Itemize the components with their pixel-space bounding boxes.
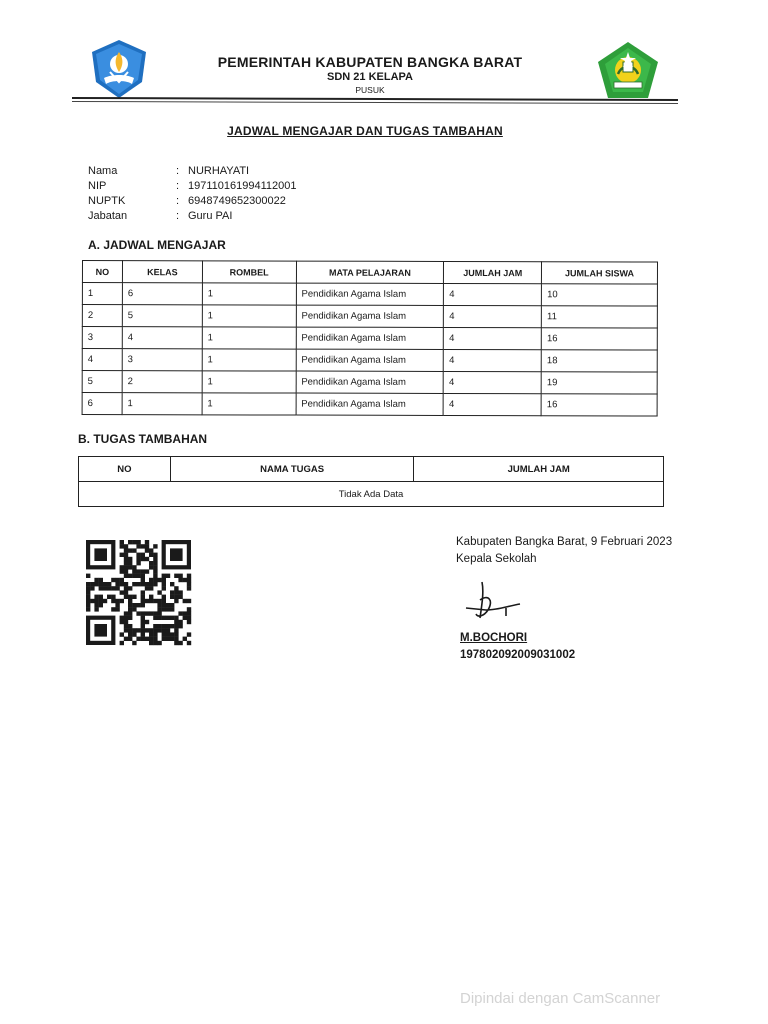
section-b-title: B. TUGAS TAMBAHAN xyxy=(78,432,208,446)
header-nama-tugas: NAMA TUGAS xyxy=(170,457,414,482)
identity-row-nama xyxy=(88,164,297,179)
cell-siswa: 16 xyxy=(541,394,657,416)
cell-no: 2 xyxy=(82,305,122,327)
header-mata-pelajaran: MATA PELAJARAN xyxy=(296,261,444,283)
identity-colon: : xyxy=(176,210,180,222)
identity-label: Jabatan xyxy=(88,210,128,222)
table-row xyxy=(79,482,664,507)
handwritten-signature-icon xyxy=(458,580,528,630)
table-row xyxy=(82,327,657,351)
cell-mapel: Pendidikan Agama Islam xyxy=(296,305,444,327)
letterhead-rule-thin xyxy=(72,101,678,104)
identity-colon: : xyxy=(176,195,180,207)
cell-kelas: 1 xyxy=(122,393,202,415)
signature-role: Kepala Sekolah xyxy=(456,553,537,565)
cell-siswa: 18 xyxy=(541,350,657,372)
cell-kelas: 3 xyxy=(122,349,202,371)
extra-duty-table xyxy=(78,456,664,507)
cell-no: 6 xyxy=(82,393,122,415)
header-jumlah-jam: JUMLAH JAM xyxy=(414,457,664,482)
cell-no: 4 xyxy=(82,349,122,371)
tut-wuri-handayani-logo-icon xyxy=(86,38,152,100)
table-header-row xyxy=(82,261,657,285)
table-header-row xyxy=(79,457,664,482)
identity-row-nuptk xyxy=(88,194,297,209)
table-row xyxy=(82,283,657,307)
cell-jam: 4 xyxy=(443,393,541,415)
header-jumlah-jam: JUMLAH JAM xyxy=(444,261,542,283)
identity-value: 197110161994112001 xyxy=(188,180,297,192)
scanner-watermark: Dipindai dengan CamScanner xyxy=(460,990,661,1007)
cell-siswa: 19 xyxy=(541,372,657,394)
identity-row-jabatan xyxy=(88,209,297,224)
cell-rombel: 1 xyxy=(202,349,296,371)
identity-colon: : xyxy=(176,165,180,177)
cell-no: 1 xyxy=(82,283,122,305)
cell-jam: 4 xyxy=(444,371,542,393)
header-jumlah-siswa: JUMLAH SISWA xyxy=(542,262,658,284)
schedule-table xyxy=(82,260,658,417)
letterhead-line2: SDN 21 KELAPA xyxy=(327,71,413,83)
cell-kelas: 2 xyxy=(122,371,202,393)
letterhead-line1: PEMERINTAH KABUPATEN BANGKA BARAT xyxy=(217,54,523,70)
cell-mapel: Pendidikan Agama Islam xyxy=(296,371,444,393)
cell-rombel: 1 xyxy=(202,393,296,415)
cell-rombel: 1 xyxy=(202,327,296,349)
header-no: NO xyxy=(82,261,122,283)
cell-rombel: 1 xyxy=(202,305,296,327)
cell-siswa: 10 xyxy=(542,284,658,306)
empty-data-cell: Tidak Ada Data xyxy=(79,482,664,507)
cell-kelas: 4 xyxy=(122,327,202,349)
cell-jam: 4 xyxy=(444,349,542,371)
cell-jam: 4 xyxy=(444,327,542,349)
signatory-name: M.BOCHORI xyxy=(460,632,528,644)
table-row xyxy=(82,349,657,373)
header-kelas: KELAS xyxy=(122,261,202,283)
cell-mapel: Pendidikan Agama Islam xyxy=(296,283,444,305)
cell-siswa: 16 xyxy=(541,328,657,350)
section-a-title: A. JADWAL MENGAJAR xyxy=(88,238,226,252)
cell-kelas: 6 xyxy=(122,283,202,305)
identity-label: NUPTK xyxy=(88,195,126,207)
signature-block xyxy=(456,534,686,661)
cell-rombel: 1 xyxy=(202,283,296,305)
identity-colon: : xyxy=(176,180,180,192)
identity-label: Nama xyxy=(88,165,118,177)
letterhead-line3: PUSUK xyxy=(355,85,385,95)
signatory-nip: 197802092009031002 xyxy=(460,649,576,661)
identity-row-nip xyxy=(88,179,297,194)
identity-value: NURHAYATI xyxy=(188,165,250,177)
cell-mapel: Pendidikan Agama Islam xyxy=(296,349,444,371)
cell-rombel: 1 xyxy=(202,371,296,393)
cell-mapel: Pendidikan Agama Islam xyxy=(296,393,444,415)
teacher-identity xyxy=(88,164,297,224)
cell-jam: 4 xyxy=(444,305,542,327)
cell-jam: 4 xyxy=(444,283,542,305)
table-row xyxy=(82,371,657,395)
qr-code-icon xyxy=(86,540,196,646)
cell-no: 3 xyxy=(82,327,122,349)
identity-value: Guru PAI xyxy=(188,210,233,222)
letterhead-title xyxy=(160,54,580,95)
header-rombel: ROMBEL xyxy=(202,261,296,283)
cell-siswa: 11 xyxy=(542,306,658,328)
cell-no: 5 xyxy=(82,371,122,393)
kemenag-logo-icon xyxy=(596,40,660,100)
identity-label: NIP xyxy=(88,180,107,192)
table-row xyxy=(82,393,657,417)
cell-mapel: Pendidikan Agama Islam xyxy=(296,327,444,349)
document-title: JADWAL MENGAJAR DAN TUGAS TAMBAHAN xyxy=(227,124,503,138)
signature-place-date: Kabupaten Bangka Barat, 9 Februari 2023 xyxy=(456,536,673,548)
table-row xyxy=(82,305,657,329)
header-no: NO xyxy=(79,457,171,482)
identity-value: 6948749652300022 xyxy=(188,195,286,207)
cell-kelas: 5 xyxy=(122,305,202,327)
